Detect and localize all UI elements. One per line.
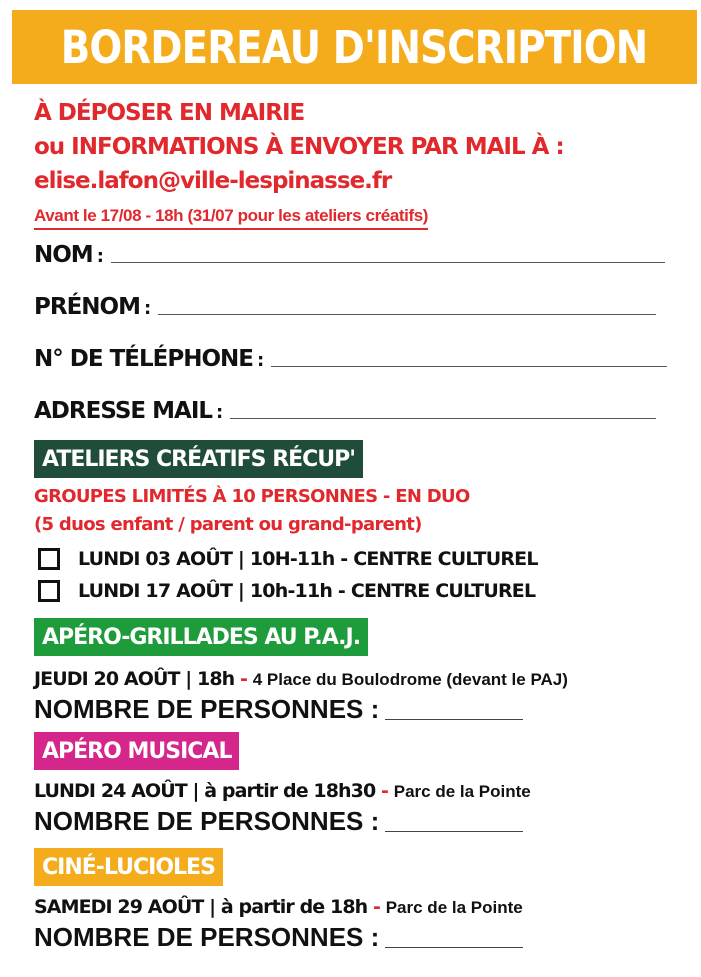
cine-lucioles-count[interactable] [34, 922, 523, 953]
ateliers-duo-note: (5 duos enfant / parent ou grand-parent) [34, 514, 422, 535]
apero-grillades-when: JEUDI 20 AOÛT | 18h [34, 668, 235, 690]
page-title: BORDEREAU D'INSCRIPTION [61, 20, 648, 74]
checkbox-atelier-2[interactable] [38, 580, 60, 602]
apero-musical-details: LUNDI 24 AOÛT | à partir de 18h30 - Parc de la Pointe [34, 780, 531, 802]
nom-input-line[interactable] [111, 262, 665, 263]
telephone-input-line[interactable] [271, 366, 667, 367]
section-apero-musical-title: APÉRO MUSICAL [34, 732, 239, 770]
apero-musical-place: Parc de la Pointe [393, 782, 531, 801]
section-cine-lucioles-title: CINÉ-LUCIOLES [34, 848, 223, 886]
field-label-nom: NOM : [34, 242, 103, 268]
atelier-option-2-label: LUNDI 17 AOÛT | 10h-11h - CENTRE CULTUREL [78, 580, 536, 602]
field-label-telephone: N° DE TÉLÉPHONE : [34, 346, 264, 372]
field-telephone[interactable] [34, 346, 667, 372]
field-email[interactable] [34, 398, 656, 424]
field-label-email: ADRESSE MAIL : [34, 398, 223, 424]
checkbox-atelier-1[interactable] [38, 548, 60, 570]
atelier-option-1[interactable] [38, 548, 538, 570]
apero-musical-when: LUNDI 24 AOÛT | à partir de 18h30 [34, 780, 376, 802]
field-prenom[interactable] [34, 294, 656, 320]
apero-grillades-count[interactable] [34, 694, 523, 725]
apero-grillades-count-input[interactable] [385, 719, 523, 720]
cine-lucioles-when: SAMEDI 29 AOÛT | à partir de 18h [34, 896, 368, 918]
prenom-input-line[interactable] [158, 314, 656, 315]
cine-lucioles-place: Parc de la Pointe [385, 898, 523, 917]
atelier-option-1-label: LUNDI 03 AOÛT | 10H-11h - CENTRE CULTUREL [78, 548, 538, 570]
apero-musical-count-input[interactable] [385, 831, 523, 832]
apero-musical-count[interactable] [34, 806, 523, 837]
ateliers-group-note: GROUPES LIMITÉS À 10 PERSONNES - EN DUO [34, 486, 470, 507]
apero-grillades-count-label: NOMBRE DE PERSONNES : [34, 694, 380, 724]
field-nom[interactable] [34, 242, 665, 268]
apero-musical-count-label: NOMBRE DE PERSONNES : [34, 806, 380, 836]
cine-lucioles-count-label: NOMBRE DE PERSONNES : [34, 922, 380, 952]
field-label-prenom: PRÉNOM : [34, 294, 151, 320]
header-banner [12, 10, 697, 84]
section-apero-grillades-title: APÉRO-GRILLADES AU P.A.J. [34, 618, 368, 656]
cine-lucioles-details: SAMEDI 29 AOÛT | à partir de 18h - Parc de la Pointe [34, 896, 523, 918]
apero-grillades-details: JEUDI 20 AOÛT | 18h - 4 Place du Boulodrome (devant le PAJ) [34, 668, 568, 690]
section-ateliers-title: ATELIERS CRÉATIFS RÉCUP' [34, 440, 363, 478]
mail-instruction: ou INFORMATIONS À ENVOYER PAR MAIL À : [34, 134, 564, 160]
contact-email[interactable]: elise.lafon@ville-lespinasse.fr [34, 168, 392, 194]
atelier-option-2[interactable] [38, 580, 535, 602]
deadline-note: Avant le 17/08 - 18h (31/07 pour les ateliers créatifs) [34, 206, 428, 230]
apero-grillades-place: 4 Place du Boulodrome (devant le PAJ) [252, 670, 568, 689]
cine-lucioles-count-input[interactable] [385, 947, 523, 948]
email-input-line[interactable] [230, 418, 656, 419]
deposit-instruction: À DÉPOSER EN MAIRIE [34, 100, 305, 126]
